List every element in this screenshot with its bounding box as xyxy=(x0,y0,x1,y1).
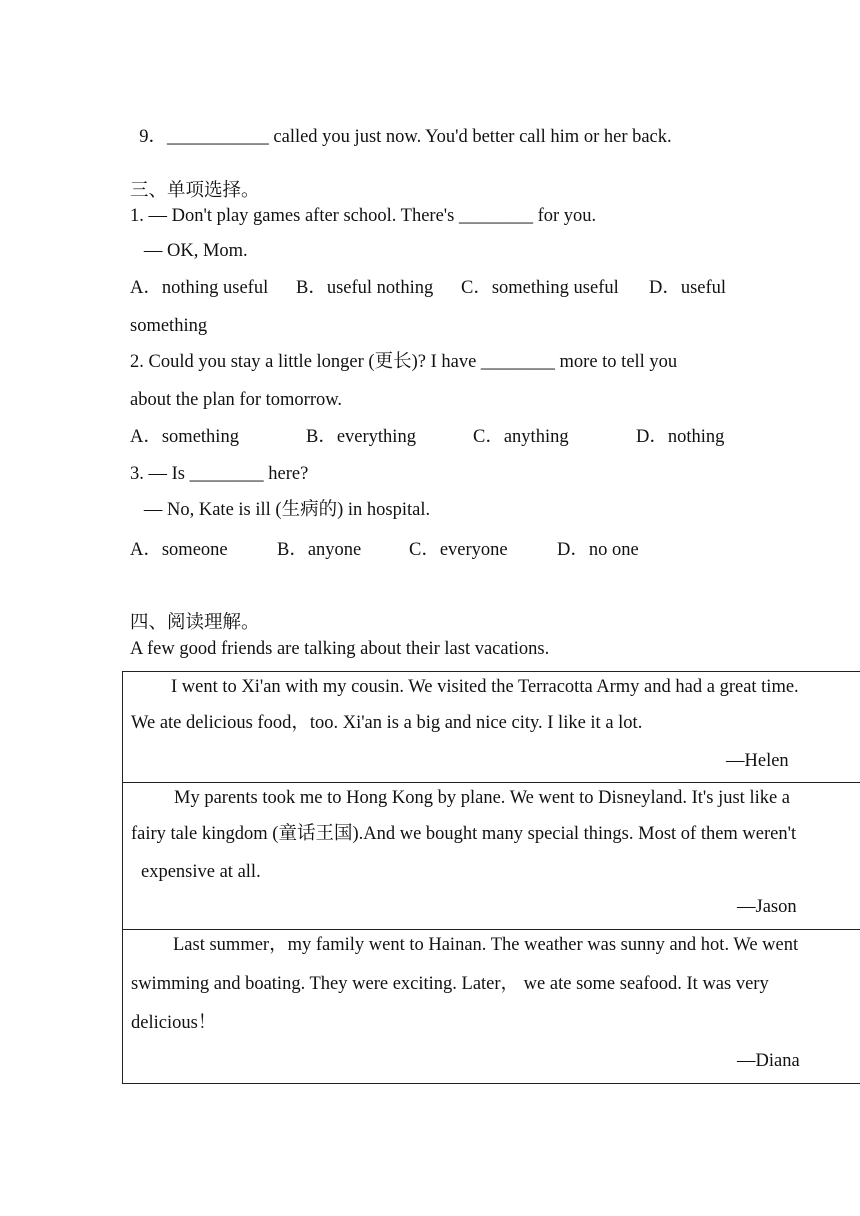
passage-line: My parents took me to Hong Kong by plane. We went to Disneyland. It's just like a xyxy=(174,788,791,808)
mc-question-3-line-1: 3. — Is ________ here? xyxy=(130,464,309,484)
passage-line: fairy tale kingdom (童话王国).And we bought many special things. Most of them weren't xyxy=(131,824,797,844)
passage-signature: —Helen xyxy=(726,751,789,771)
option-c: C．anything xyxy=(473,427,569,447)
passage-line: We ate delicious food，too. Xi'an is a big and nice city. I like it a lot. xyxy=(131,713,643,733)
mc-question-1-line-1: 1. — Don't play games after school. There's ________ for you. xyxy=(130,206,597,226)
option-a: A．something xyxy=(130,427,239,447)
option-d: D．no one xyxy=(557,540,639,560)
mc-question-3-line-2: — No, Kate is ill (生病的) in hospital. xyxy=(130,500,431,520)
passage-signature: —Jason xyxy=(737,897,797,917)
option-d: D．useful xyxy=(649,278,727,298)
passage-line: swimming and boating. They were exciting. Later， we ate some seafood. It was very xyxy=(131,974,769,994)
mc-question-1-line-2: — OK, Mom. xyxy=(130,241,248,261)
question-number: 9． xyxy=(139,126,168,147)
option-d: D．nothing xyxy=(636,427,725,447)
passage-jason xyxy=(123,783,860,930)
answer-blank: ___________ xyxy=(167,126,269,147)
option-d-wrap: something xyxy=(130,316,208,336)
passage-line: Last summer，my family went to Hainan. The weather was sunny and hot. We went xyxy=(173,935,799,955)
passage-helen xyxy=(123,672,860,783)
option-b: B．useful nothing xyxy=(296,278,434,298)
question-text: called you just now. You'd better call him or her back. xyxy=(268,126,672,147)
option-b: B．everything xyxy=(306,427,416,447)
section-heading-reading: 四、阅读理解。 xyxy=(130,613,260,633)
passage-line: expensive at all. xyxy=(141,862,261,882)
option-a: A．someone xyxy=(130,540,228,560)
passage-signature: —Diana xyxy=(737,1051,800,1071)
section-heading-multiple-choice: 三、单项选择。 xyxy=(130,181,260,201)
passage-line: I went to Xi'an with my cousin. We visited the Terracotta Army and had a great time. xyxy=(171,677,799,697)
option-c: C．something useful xyxy=(461,278,619,298)
passage-line: delicious！ xyxy=(131,1013,217,1033)
question-9 xyxy=(130,109,672,146)
option-c: C．everyone xyxy=(409,540,508,560)
option-a: A．nothing useful xyxy=(130,278,269,298)
reading-intro: A few good friends are talking about their last vacations. xyxy=(130,639,550,659)
reading-passages-table xyxy=(122,671,860,1084)
passage-diana xyxy=(123,930,860,1084)
option-b: B．anyone xyxy=(277,540,362,560)
mc-question-2-line-2: about the plan for tomorrow. xyxy=(130,390,343,410)
mc-question-2-line-1: 2. Could you stay a little longer (更长)? I have ________ more to tell you xyxy=(130,352,678,372)
